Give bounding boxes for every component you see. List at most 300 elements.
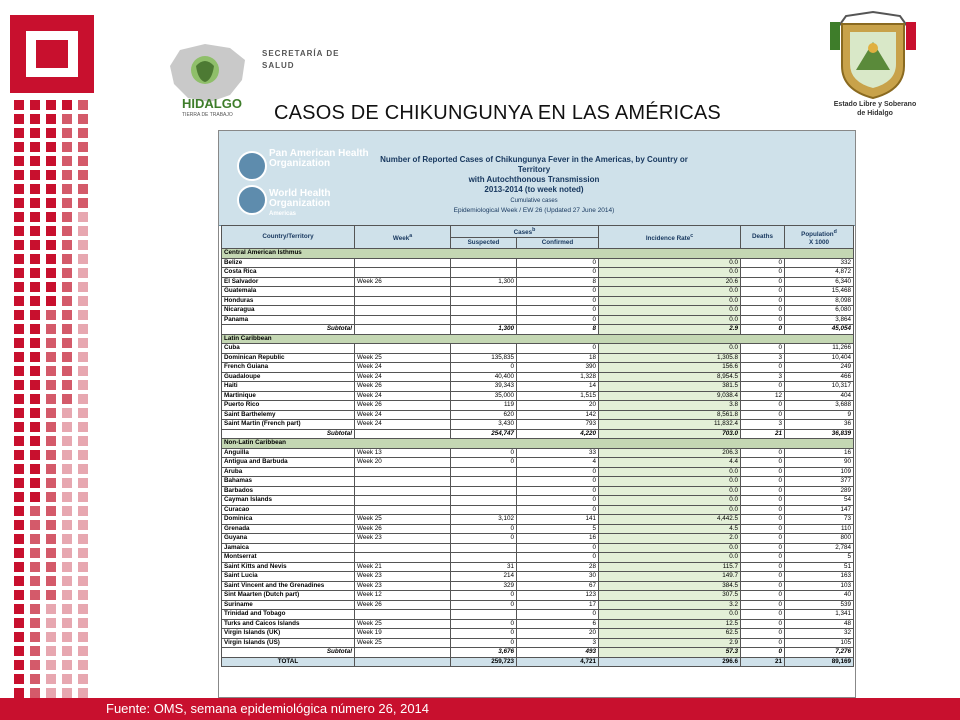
cell-incidence: 8,561.8 bbox=[599, 410, 741, 420]
cell-confirmed: 17 bbox=[517, 600, 599, 610]
cell-suspected: 31 bbox=[451, 562, 517, 572]
hidalgo-brand: HIDALGO bbox=[182, 96, 242, 111]
cell-week: Week 25 bbox=[355, 353, 451, 363]
cell-population: 10,404 bbox=[785, 353, 854, 363]
cell-deaths: 0 bbox=[741, 629, 785, 639]
cell-population: 377 bbox=[785, 477, 854, 487]
cell-confirmed: 142 bbox=[517, 410, 599, 420]
paho-name: Pan American Health Organization bbox=[269, 148, 369, 169]
cell-confirmed: 0 bbox=[517, 268, 599, 278]
cell-country: Cuba bbox=[222, 344, 355, 354]
cell-confirmed: 0 bbox=[517, 287, 599, 297]
table-row bbox=[222, 315, 854, 325]
cell-incidence: 384.5 bbox=[599, 581, 741, 591]
cell-population: 800 bbox=[785, 534, 854, 544]
cell-confirmed: 4,220 bbox=[517, 429, 599, 439]
cell-population: 3,864 bbox=[785, 315, 854, 325]
source-note: Fuente: OMS, semana epidemiológica número 26, 2014 bbox=[106, 701, 430, 716]
cell-suspected: 0 bbox=[451, 458, 517, 468]
cell-incidence: 9,038.4 bbox=[599, 391, 741, 401]
sheet-heading: Number of Reported Cases of Chikungunya Fever in the Americas, by Country or Territory with Autochthonous Transmission 2013-2014 (to week noted) Cumulative cases Epidemiological Week / EW 26 (Updated 27 June 2014) bbox=[380, 155, 688, 214]
cell-suspected: 0 bbox=[451, 524, 517, 534]
cell-suspected: 0 bbox=[451, 363, 517, 373]
cell-deaths: 0 bbox=[741, 258, 785, 268]
cell-population: 7,276 bbox=[785, 648, 854, 658]
cell-incidence: 0.0 bbox=[599, 543, 741, 553]
cell-country: Haiti bbox=[222, 382, 355, 392]
cell-week bbox=[355, 344, 451, 354]
cell-country: Jamaica bbox=[222, 543, 355, 553]
cell-country: Aruba bbox=[222, 467, 355, 477]
cell-country: Suriname bbox=[222, 600, 355, 610]
cell-suspected: 0 bbox=[451, 448, 517, 458]
cell-deaths: 0 bbox=[741, 448, 785, 458]
cell-confirmed: 30 bbox=[517, 572, 599, 582]
subtotal-row bbox=[222, 429, 854, 439]
table-row bbox=[222, 363, 854, 373]
cell-country: Subtotal bbox=[222, 325, 355, 335]
cell-country: Saint Lucia bbox=[222, 572, 355, 582]
table-row bbox=[222, 448, 854, 458]
cell-incidence: 57.3 bbox=[599, 648, 741, 658]
cell-week bbox=[355, 505, 451, 515]
cell-deaths: 0 bbox=[741, 638, 785, 648]
table-row bbox=[222, 382, 854, 392]
cell-suspected bbox=[451, 543, 517, 553]
cell-suspected: 0 bbox=[451, 638, 517, 648]
cell-confirmed: 123 bbox=[517, 591, 599, 601]
cell-deaths: 3 bbox=[741, 420, 785, 430]
cell-incidence: 0.0 bbox=[599, 296, 741, 306]
cell-week: Week 25 bbox=[355, 619, 451, 629]
table-row bbox=[222, 467, 854, 477]
cell-week: Week 24 bbox=[355, 410, 451, 420]
cell-country: Antigua and Barbuda bbox=[222, 458, 355, 468]
cell-deaths: 0 bbox=[741, 296, 785, 306]
cell-deaths: 0 bbox=[741, 315, 785, 325]
cell-confirmed: 0 bbox=[517, 477, 599, 487]
cell-week: Week 20 bbox=[355, 458, 451, 468]
cell-week bbox=[355, 477, 451, 487]
cell-confirmed: 6 bbox=[517, 619, 599, 629]
cell-population: 89,169 bbox=[785, 657, 854, 667]
cell-week: Week 24 bbox=[355, 391, 451, 401]
col-cases: Cases$^b$ bbox=[451, 226, 599, 238]
cell-incidence: 307.5 bbox=[599, 591, 741, 601]
cell-deaths: 0 bbox=[741, 467, 785, 477]
cell-confirmed: 16 bbox=[517, 534, 599, 544]
cell-country: Barbados bbox=[222, 486, 355, 496]
cell-suspected: 0 bbox=[451, 629, 517, 639]
cell-deaths: 12 bbox=[741, 391, 785, 401]
table-row bbox=[222, 524, 854, 534]
cell-week bbox=[355, 306, 451, 316]
cell-country: Curacao bbox=[222, 505, 355, 515]
table-row bbox=[222, 619, 854, 629]
cell-deaths: 0 bbox=[741, 591, 785, 601]
cell-confirmed: 33 bbox=[517, 448, 599, 458]
cell-incidence: 115.7 bbox=[599, 562, 741, 572]
cell-population: 15,468 bbox=[785, 287, 854, 297]
cell-country: Subtotal bbox=[222, 429, 355, 439]
col-confirmed: Confirmed bbox=[517, 238, 599, 249]
who-emblem-icon bbox=[237, 185, 267, 215]
cell-country: Montserrat bbox=[222, 553, 355, 563]
table-row bbox=[222, 268, 854, 278]
cell-population: 466 bbox=[785, 372, 854, 382]
cell-country: Grenada bbox=[222, 524, 355, 534]
cell-country: Guyana bbox=[222, 534, 355, 544]
table-row bbox=[222, 353, 854, 363]
cell-incidence: 0.0 bbox=[599, 258, 741, 268]
cell-population: 54 bbox=[785, 496, 854, 506]
cell-confirmed: 3 bbox=[517, 638, 599, 648]
table-row bbox=[222, 477, 854, 487]
cell-suspected: 0 bbox=[451, 619, 517, 629]
cell-deaths: 0 bbox=[741, 410, 785, 420]
cell-deaths: 0 bbox=[741, 619, 785, 629]
cell-population: 539 bbox=[785, 600, 854, 610]
cell-population: 249 bbox=[785, 363, 854, 373]
cell-country: Belize bbox=[222, 258, 355, 268]
cell-suspected bbox=[451, 477, 517, 487]
cell-week: Week 26 bbox=[355, 600, 451, 610]
cell-suspected bbox=[451, 296, 517, 306]
cell-week: Week 26 bbox=[355, 382, 451, 392]
cell-deaths: 0 bbox=[741, 610, 785, 620]
cell-population: 36 bbox=[785, 420, 854, 430]
cell-population: 404 bbox=[785, 391, 854, 401]
crest-caption: Estado Libre y Soberano de Hidalgo bbox=[833, 101, 917, 117]
chikungunya-table-sheet bbox=[218, 130, 856, 698]
cell-deaths: 0 bbox=[741, 382, 785, 392]
cell-population: 48 bbox=[785, 619, 854, 629]
col-incidence: Incidence Rate$^c$ bbox=[599, 226, 741, 249]
cell-confirmed: 14 bbox=[517, 382, 599, 392]
cell-incidence: 156.6 bbox=[599, 363, 741, 373]
cell-population: 109 bbox=[785, 467, 854, 477]
cell-incidence: 381.5 bbox=[599, 382, 741, 392]
table-row bbox=[222, 610, 854, 620]
table-row bbox=[222, 258, 854, 268]
cell-suspected bbox=[451, 467, 517, 477]
cell-deaths: 0 bbox=[741, 581, 785, 591]
cell-suspected: 0 bbox=[451, 534, 517, 544]
cell-country: TOTAL bbox=[222, 657, 355, 667]
subtotal-row bbox=[222, 648, 854, 658]
cell-deaths: 0 bbox=[741, 572, 785, 582]
footer-bar bbox=[0, 698, 960, 720]
cell-country: Bahamas bbox=[222, 477, 355, 487]
table-row bbox=[222, 372, 854, 382]
cell-incidence: 296.6 bbox=[599, 657, 741, 667]
cell-incidence: 3.2 bbox=[599, 600, 741, 610]
cell-confirmed: 1,328 bbox=[517, 372, 599, 382]
cell-week bbox=[355, 553, 451, 563]
cell-incidence: 206.3 bbox=[599, 448, 741, 458]
cell-confirmed: 141 bbox=[517, 515, 599, 525]
cell-suspected bbox=[451, 486, 517, 496]
cell-deaths: 0 bbox=[741, 553, 785, 563]
cell-week: Week 25 bbox=[355, 638, 451, 648]
table-row bbox=[222, 629, 854, 639]
org-note: Americas bbox=[269, 211, 297, 217]
cell-confirmed: 390 bbox=[517, 363, 599, 373]
cell-population: 51 bbox=[785, 562, 854, 572]
cell-population: 105 bbox=[785, 638, 854, 648]
cell-incidence: 0.0 bbox=[599, 315, 741, 325]
table-row bbox=[222, 344, 854, 354]
table-row bbox=[222, 391, 854, 401]
cell-confirmed: 0 bbox=[517, 306, 599, 316]
section-header-row bbox=[222, 439, 854, 449]
cell-population: 32 bbox=[785, 629, 854, 639]
cell-suspected: 254,747 bbox=[451, 429, 517, 439]
table-row bbox=[222, 277, 854, 287]
cell-deaths: 3 bbox=[741, 372, 785, 382]
cell-country: Martinique bbox=[222, 391, 355, 401]
table-row bbox=[222, 581, 854, 591]
cell-population: 147 bbox=[785, 505, 854, 515]
cell-suspected: 214 bbox=[451, 572, 517, 582]
cell-suspected: 35,000 bbox=[451, 391, 517, 401]
cell-population: 16 bbox=[785, 448, 854, 458]
cell-confirmed: 4 bbox=[517, 458, 599, 468]
cell-week bbox=[355, 496, 451, 506]
cell-country: Panama bbox=[222, 315, 355, 325]
cell-population: 6,080 bbox=[785, 306, 854, 316]
cell-confirmed: 0 bbox=[517, 553, 599, 563]
cell-population: 8,098 bbox=[785, 296, 854, 306]
cell-country: Dominica bbox=[222, 515, 355, 525]
cell-week: Week 12 bbox=[355, 591, 451, 601]
cell-week bbox=[355, 486, 451, 496]
cell-confirmed: 28 bbox=[517, 562, 599, 572]
cell-incidence: 2.0 bbox=[599, 534, 741, 544]
cell-country: El Salvador bbox=[222, 277, 355, 287]
cell-incidence: 0.0 bbox=[599, 268, 741, 278]
cell-suspected: 329 bbox=[451, 581, 517, 591]
cell-incidence: 0.0 bbox=[599, 344, 741, 354]
section-header-row bbox=[222, 334, 854, 344]
cell-population: 10,317 bbox=[785, 382, 854, 392]
cell-deaths: 0 bbox=[741, 477, 785, 487]
cell-week bbox=[355, 657, 451, 667]
table-row bbox=[222, 534, 854, 544]
cell-country: Saint Barthelemy bbox=[222, 410, 355, 420]
cell-deaths: 3 bbox=[741, 353, 785, 363]
state-crest-icon bbox=[826, 10, 920, 100]
col-suspected: Suspected bbox=[451, 238, 517, 249]
hidalgo-tagline: TIERRA DE TRABAJO bbox=[182, 112, 233, 118]
cell-week bbox=[355, 467, 451, 477]
table-row bbox=[222, 401, 854, 411]
cell-incidence: 11,832.4 bbox=[599, 420, 741, 430]
cell-deaths: 0 bbox=[741, 496, 785, 506]
table-row bbox=[222, 562, 854, 572]
cell-week: Week 26 bbox=[355, 277, 451, 287]
cell-incidence: 0.0 bbox=[599, 287, 741, 297]
cell-week bbox=[355, 610, 451, 620]
cell-deaths: 0 bbox=[741, 486, 785, 496]
cell-week bbox=[355, 648, 451, 658]
cell-deaths: 0 bbox=[741, 325, 785, 335]
cases-table bbox=[221, 225, 854, 667]
cell-confirmed: 20 bbox=[517, 401, 599, 411]
cell-incidence: 0.0 bbox=[599, 477, 741, 487]
col-week: Week$^a$ bbox=[355, 226, 451, 249]
cell-deaths: 0 bbox=[741, 534, 785, 544]
cell-population: 11,266 bbox=[785, 344, 854, 354]
cell-country: Subtotal bbox=[222, 648, 355, 658]
cell-incidence: 0.0 bbox=[599, 486, 741, 496]
table-row bbox=[222, 572, 854, 582]
cell-confirmed: 4,721 bbox=[517, 657, 599, 667]
table-row bbox=[222, 515, 854, 525]
cell-country: Virgin Islands (US) bbox=[222, 638, 355, 648]
table-row bbox=[222, 496, 854, 506]
cell-population: 90 bbox=[785, 458, 854, 468]
cell-population: 2,784 bbox=[785, 543, 854, 553]
cell-week: Week 26 bbox=[355, 401, 451, 411]
cell-suspected: 39,343 bbox=[451, 382, 517, 392]
cell-suspected bbox=[451, 553, 517, 563]
cell-country: Saint Martin (French part) bbox=[222, 420, 355, 430]
cell-country: Honduras bbox=[222, 296, 355, 306]
cell-suspected: 1,300 bbox=[451, 277, 517, 287]
cell-incidence: 4.4 bbox=[599, 458, 741, 468]
cell-confirmed: 18 bbox=[517, 353, 599, 363]
cell-week: Week 24 bbox=[355, 372, 451, 382]
table-row bbox=[222, 600, 854, 610]
table-row bbox=[222, 553, 854, 563]
cell-incidence: 62.5 bbox=[599, 629, 741, 639]
cell-incidence: 8,954.5 bbox=[599, 372, 741, 382]
cell-incidence: 2.9 bbox=[599, 638, 741, 648]
cell-confirmed: 8 bbox=[517, 325, 599, 335]
cell-population: 3,688 bbox=[785, 401, 854, 411]
cell-deaths: 0 bbox=[741, 287, 785, 297]
cell-confirmed: 0 bbox=[517, 543, 599, 553]
table-row bbox=[222, 410, 854, 420]
cell-week: Week 13 bbox=[355, 448, 451, 458]
cell-week: Week 23 bbox=[355, 572, 451, 582]
cell-confirmed: 20 bbox=[517, 629, 599, 639]
cell-population: 6,340 bbox=[785, 277, 854, 287]
cell-suspected: 119 bbox=[451, 401, 517, 411]
cell-population: 4,872 bbox=[785, 268, 854, 278]
cell-deaths: 0 bbox=[741, 600, 785, 610]
cell-population: 163 bbox=[785, 572, 854, 582]
cell-suspected: 135,835 bbox=[451, 353, 517, 363]
cell-confirmed: 1,515 bbox=[517, 391, 599, 401]
cell-country: Anguilla bbox=[222, 448, 355, 458]
table-row bbox=[222, 306, 854, 316]
cell-incidence: 149.7 bbox=[599, 572, 741, 582]
cell-week: Week 23 bbox=[355, 581, 451, 591]
table-row bbox=[222, 505, 854, 515]
table-row bbox=[222, 420, 854, 430]
cell-population: 45,054 bbox=[785, 325, 854, 335]
red-square-logo bbox=[10, 15, 94, 93]
cell-deaths: 0 bbox=[741, 648, 785, 658]
table-row bbox=[222, 591, 854, 601]
cell-week bbox=[355, 258, 451, 268]
cell-week bbox=[355, 287, 451, 297]
cell-confirmed: 793 bbox=[517, 420, 599, 430]
cell-population: 5 bbox=[785, 553, 854, 563]
cell-confirmed: 67 bbox=[517, 581, 599, 591]
cell-suspected: 3,676 bbox=[451, 648, 517, 658]
cell-confirmed: 0 bbox=[517, 296, 599, 306]
cell-population: 36,839 bbox=[785, 429, 854, 439]
cell-incidence: 3.8 bbox=[599, 401, 741, 411]
cell-deaths: 0 bbox=[741, 515, 785, 525]
cell-incidence: 1,305.8 bbox=[599, 353, 741, 363]
cell-incidence: 20.6 bbox=[599, 277, 741, 287]
cell-deaths: 0 bbox=[741, 458, 785, 468]
cell-incidence: 0.0 bbox=[599, 467, 741, 477]
cell-country: Virgin Islands (UK) bbox=[222, 629, 355, 639]
cell-confirmed: 0 bbox=[517, 467, 599, 477]
subtotal-row bbox=[222, 325, 854, 335]
cell-suspected bbox=[451, 344, 517, 354]
total-row bbox=[222, 657, 854, 667]
paho-emblem-icon bbox=[237, 151, 267, 181]
cell-population: 289 bbox=[785, 486, 854, 496]
cell-confirmed: 5 bbox=[517, 524, 599, 534]
cell-country: Guatemala bbox=[222, 287, 355, 297]
table-row bbox=[222, 638, 854, 648]
cell-deaths: 0 bbox=[741, 505, 785, 515]
cell-country: Saint Vincent and the Grenadines bbox=[222, 581, 355, 591]
table-body bbox=[222, 249, 854, 667]
cell-suspected bbox=[451, 306, 517, 316]
cell-suspected: 259,723 bbox=[451, 657, 517, 667]
hidalgo-logo bbox=[160, 40, 260, 120]
cell-suspected bbox=[451, 287, 517, 297]
cell-deaths: 0 bbox=[741, 524, 785, 534]
table-row bbox=[222, 296, 854, 306]
cell-suspected bbox=[451, 315, 517, 325]
cell-week: Week 21 bbox=[355, 562, 451, 572]
cell-suspected: 0 bbox=[451, 591, 517, 601]
cell-confirmed: 0 bbox=[517, 486, 599, 496]
cell-confirmed: 8 bbox=[517, 277, 599, 287]
cell-deaths: 0 bbox=[741, 363, 785, 373]
cell-population: 40 bbox=[785, 591, 854, 601]
decorative-square-pattern bbox=[0, 0, 100, 720]
cell-week bbox=[355, 543, 451, 553]
cell-deaths: 0 bbox=[741, 543, 785, 553]
cell-week bbox=[355, 296, 451, 306]
cell-country: Puerto Rico bbox=[222, 401, 355, 411]
cell-deaths: 0 bbox=[741, 306, 785, 316]
cell-deaths: 0 bbox=[741, 344, 785, 354]
cell-deaths: 0 bbox=[741, 562, 785, 572]
cell-deaths: 0 bbox=[741, 268, 785, 278]
page-title: CASOS DE CHIKUNGUNYA EN LAS AMÉRICAS bbox=[274, 102, 721, 124]
cell-incidence: 0.0 bbox=[599, 505, 741, 515]
cell-confirmed: 0 bbox=[517, 315, 599, 325]
cell-suspected bbox=[451, 496, 517, 506]
sheet-header bbox=[219, 131, 855, 226]
cell-country: Costa Rica bbox=[222, 268, 355, 278]
col-population: Population$^d$ X 1000 bbox=[785, 226, 854, 249]
cell-country: Guadaloupe bbox=[222, 372, 355, 382]
cell-suspected: 1,300 bbox=[451, 325, 517, 335]
cell-incidence: 12.5 bbox=[599, 619, 741, 629]
